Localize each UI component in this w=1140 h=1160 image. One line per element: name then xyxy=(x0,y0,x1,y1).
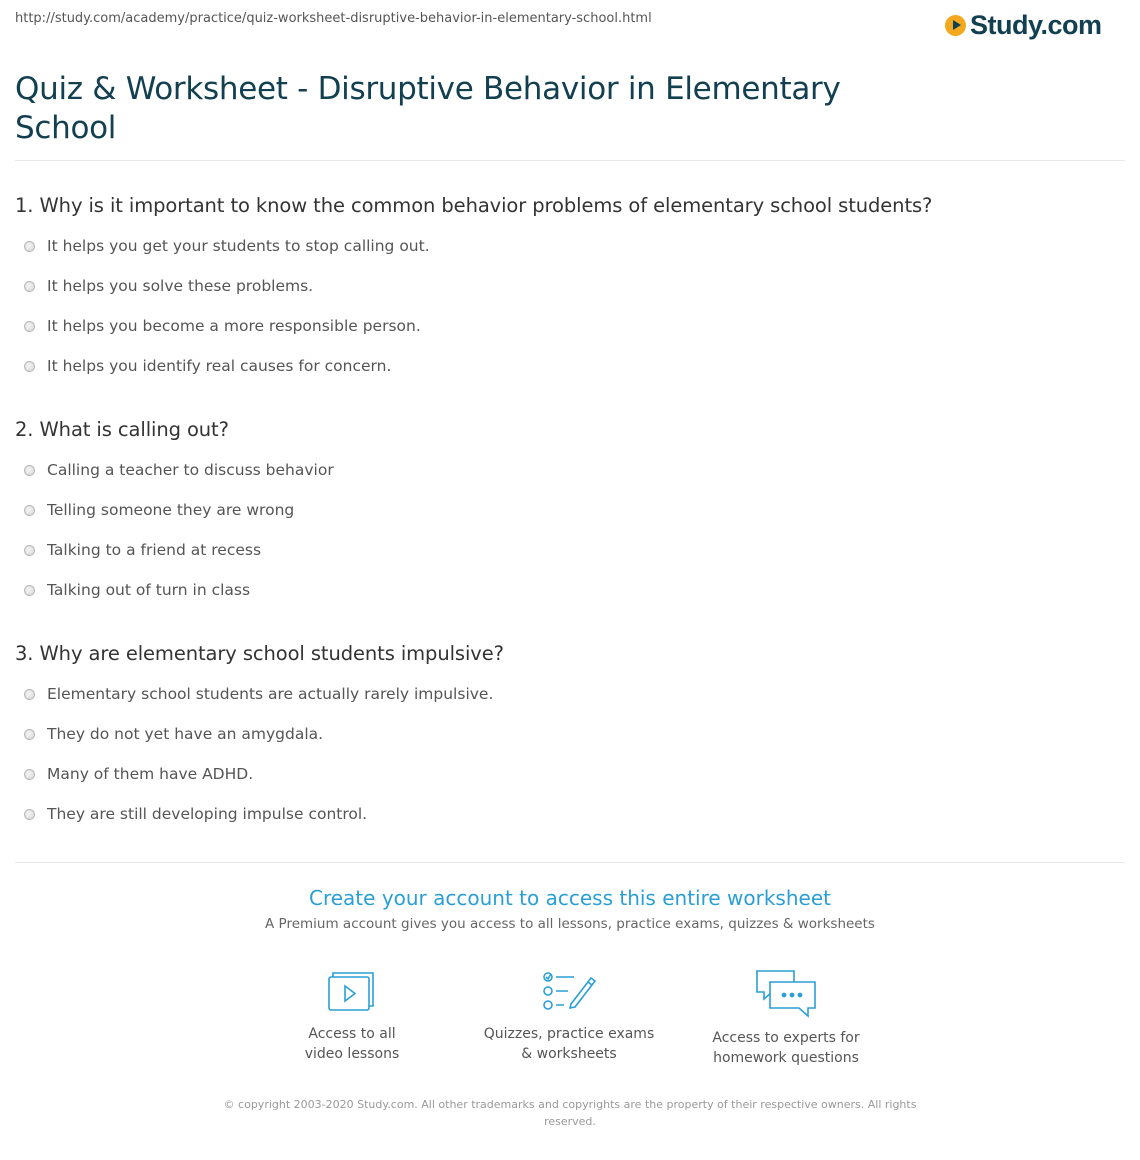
video-lessons-icon xyxy=(326,968,378,1014)
feature-label: Access to experts for homework questions xyxy=(712,1030,860,1066)
answer-text: It helps you get your students to stop calling out. xyxy=(47,237,430,255)
answer-text: It helps you become a more responsible person. xyxy=(47,317,421,335)
answer-option[interactable] xyxy=(24,317,421,335)
answer-text: Telling someone they are wrong xyxy=(47,501,295,519)
radio-button[interactable] xyxy=(24,729,35,740)
study-logo[interactable] xyxy=(945,8,1102,42)
play-circle-icon xyxy=(945,15,966,36)
answer-option[interactable] xyxy=(24,805,367,823)
radio-button[interactable] xyxy=(24,281,35,292)
answer-option[interactable] xyxy=(24,541,261,559)
radio-button[interactable] xyxy=(24,321,35,332)
radio-button[interactable] xyxy=(24,545,35,556)
copyright-footer: © copyright 2003-2020 Study.com. All other trademarks and copyrights are the property of their respective owners. All rights reserved. xyxy=(223,1098,917,1128)
radio-button[interactable] xyxy=(24,809,35,820)
answer-option[interactable] xyxy=(24,461,334,479)
cta-subtitle: A Premium account gives you access to all lessons, practice exams, quizzes & worksheets xyxy=(265,916,875,932)
answer-text: Elementary school students are actually rarely impulsive. xyxy=(47,685,494,703)
radio-button[interactable] xyxy=(24,689,35,700)
answer-option[interactable] xyxy=(24,501,294,519)
answer-option[interactable] xyxy=(24,581,250,599)
feature-video-lessons xyxy=(252,968,452,1064)
answer-option[interactable] xyxy=(24,725,323,743)
answer-text: Calling a teacher to discuss behavior xyxy=(47,461,334,479)
feature-label: Access to all video lessons xyxy=(304,1026,400,1062)
radio-button[interactable] xyxy=(24,585,35,596)
divider xyxy=(15,160,1125,161)
answer-option[interactable] xyxy=(24,357,391,375)
question-1: 1. Why is it important to know the common behavior problems of elementary school students? xyxy=(15,194,933,217)
feature-label: Quizzes, practice exams & worksheets xyxy=(483,1026,655,1062)
answer-text: It helps you solve these problems. xyxy=(47,277,314,295)
radio-button[interactable] xyxy=(24,505,35,516)
divider xyxy=(15,862,1125,863)
chat-bubbles-icon xyxy=(754,968,818,1018)
page-title: Quiz & Worksheet - Disruptive Behavior in Elementary School xyxy=(15,71,841,146)
answer-text: Many of them have ADHD. xyxy=(47,765,254,783)
radio-button[interactable] xyxy=(24,361,35,372)
feature-experts xyxy=(686,968,886,1068)
answer-option[interactable] xyxy=(24,685,493,703)
answer-text: They are still developing impulse control. xyxy=(47,805,368,823)
answer-text: Talking to a friend at recess xyxy=(47,541,262,559)
answer-option[interactable] xyxy=(24,765,253,783)
answer-text: It helps you identify real causes for concern. xyxy=(47,357,392,375)
radio-button[interactable] xyxy=(24,465,35,476)
radio-button[interactable] xyxy=(24,769,35,780)
question-3: 3. Why are elementary school students impulsive? xyxy=(15,642,504,665)
question-2: 2. What is calling out? xyxy=(15,418,229,441)
radio-button[interactable] xyxy=(24,241,35,252)
answer-text: They do not yet have an amygdala. xyxy=(47,725,324,743)
logo-text: Study.com xyxy=(970,9,1102,40)
answer-text: Talking out of turn in class xyxy=(47,581,251,599)
page-url: http://study.com/academy/practice/quiz-worksheet-disruptive-behavior-in-elementary-school.html xyxy=(15,11,652,26)
quiz-checklist-icon xyxy=(541,968,597,1014)
answer-option[interactable] xyxy=(24,237,430,255)
feature-quizzes xyxy=(469,968,669,1064)
cta-title[interactable]: Create your account to access this entire worksheet xyxy=(309,886,831,910)
answer-option[interactable] xyxy=(24,277,313,295)
